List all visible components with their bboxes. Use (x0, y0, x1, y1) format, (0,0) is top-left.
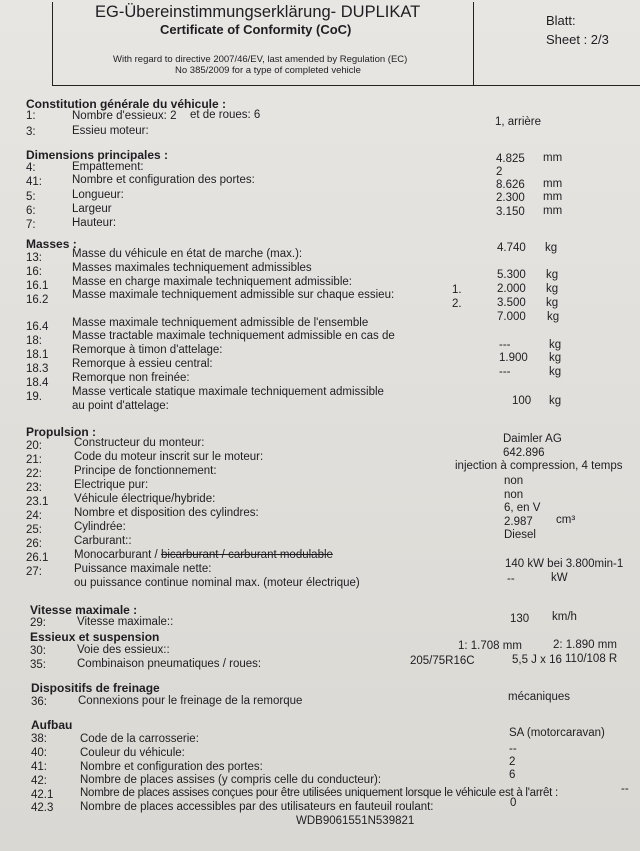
axle-number: 2. (452, 298, 462, 310)
field-label: Véhicule électrique/hybride: (74, 493, 216, 505)
field-label: Cylindrée: (74, 521, 126, 533)
field-value: 3.150 (496, 206, 525, 218)
field-label: ou puissance continue nominal max. (moteur électrique) (74, 577, 360, 589)
field-unit: km/h (552, 611, 577, 623)
field-value: 205/75R16C (410, 655, 475, 667)
field-label: Empattement: (72, 161, 144, 173)
field-label: Nombre d'essieux: 2 (72, 110, 177, 122)
field-unit: mm (543, 191, 563, 203)
field-label: Masse du véhicule en état de marche (max.): (72, 248, 303, 260)
field-number: 18.1 (26, 349, 49, 361)
sheet-label: Blatt: (546, 13, 576, 28)
field-number: 18.4 (26, 377, 49, 389)
field-number: 24: (26, 510, 42, 522)
field-value: 6 (509, 769, 516, 781)
section-propulsion: Propulsion : (26, 425, 96, 439)
field-number: 4: (26, 162, 36, 174)
field-value: -- (509, 743, 517, 755)
field-number: 7: (26, 219, 36, 231)
field-value: 3.500 (497, 297, 526, 309)
struck-label-text: bicarburant / carburant modulable (160, 549, 333, 561)
field-number: 18.3 (26, 363, 49, 375)
field-label: Connexions pour le freinage de la remorque (78, 695, 303, 707)
field-value: 5.300 (497, 269, 526, 281)
field-label: Principe de fonctionnement: (74, 465, 217, 477)
field-label: Puissance maximale nette: (74, 563, 212, 575)
field-label: Masse maximale techniquement admissible sur chaque essieu: (72, 289, 395, 301)
field-value: 1: 1.708 mm (458, 640, 522, 652)
field-number: 41: (31, 761, 47, 773)
field-number: 22: (26, 468, 42, 480)
field-number: 23: (26, 482, 42, 494)
field-label: et de roues: 6 (190, 109, 261, 121)
field-number: 20: (26, 440, 42, 452)
field-value: 0 (510, 797, 517, 809)
field-unit: mm (543, 205, 563, 217)
field-value: -- (621, 783, 629, 795)
field-value: --- (499, 366, 511, 378)
field-number: 29: (30, 617, 46, 629)
field-label-text: Monocarburant / (74, 549, 158, 561)
field-label: Vitesse maximale:: (77, 616, 174, 628)
field-label: Couleur du véhicule: (80, 747, 185, 759)
field-number: 16.1 (26, 280, 49, 292)
field-number: 18: (26, 335, 42, 347)
field-label: au point d'attelage: (72, 400, 169, 412)
axle-number: 1. (452, 284, 462, 296)
section-essieux: Essieux et suspension (30, 630, 160, 644)
field-unit: kg (547, 311, 560, 323)
field-unit: kg (546, 297, 559, 309)
field-number: 16: (26, 266, 42, 278)
field-label: Hauteur: (72, 217, 117, 229)
field-value: 1.900 (499, 352, 528, 364)
field-label: Voie des essieux:: (77, 644, 170, 656)
directive-line-2: No 385/2009 for a type of completed vehicle (175, 65, 361, 76)
field-label: Masse tractable maximale techniquement admissible en cas de (72, 330, 395, 342)
field-number: 21: (26, 454, 42, 466)
field-number: 42.3 (31, 802, 54, 814)
sheet-number: Sheet : 2/3 (546, 32, 609, 47)
field-unit: kg (549, 352, 562, 364)
field-unit: kg (545, 242, 558, 254)
field-label: Nombre de places assises conçues pour être utilisées uniquement lorsque le véhicule est à l'arrêt : (80, 787, 558, 799)
field-value: -- (507, 573, 515, 585)
field-unit: kg (549, 395, 562, 407)
field-label: Electrique pur: (74, 479, 149, 491)
field-value: 2.000 (497, 283, 526, 295)
document-title: EG-Übereinstimmungserklärung- DUPLIKAT (95, 3, 421, 21)
field-label: Remorque à essieu central: (72, 358, 213, 370)
field-value: injection à compression, 4 temps (455, 460, 623, 472)
field-label: Code du moteur inscrit sur le moteur: (74, 451, 264, 463)
field-label: Masse maximale techniquement admissible de l'ensemble (72, 317, 369, 329)
field-number: 30: (30, 645, 46, 657)
field-value: 2: 1.890 mm (553, 639, 617, 651)
field-number: 26: (26, 538, 42, 550)
field-value: 100 (512, 395, 532, 407)
field-number: 16.2 (26, 294, 49, 306)
field-number: 36: (31, 696, 47, 708)
field-value: 140 kW bei 3.800min-1 (505, 558, 624, 570)
field-number: 41: (26, 176, 42, 188)
field-label: Constructeur du monteur: (74, 437, 205, 449)
document-subtitle: Certificate of Conformity (CoC) (160, 22, 352, 37)
field-value: SA (motorcaravan) (509, 727, 605, 739)
field-label: Longueur: (72, 189, 124, 201)
field-number: 35: (30, 659, 46, 671)
section-dimensions: Dimensions principales : (26, 148, 169, 162)
field-number: 42: (31, 775, 47, 787)
field-label: Remorque non freinée: (72, 372, 190, 384)
field-label: Largeur (72, 203, 112, 215)
field-value: 642.896 (503, 447, 545, 459)
field-value: non (504, 489, 524, 501)
field-number: 5: (26, 191, 36, 203)
field-value: Diesel (504, 529, 536, 541)
field-value: 130 (510, 613, 530, 625)
field-label: Nombre et configuration des portes: (80, 761, 263, 773)
field-unit: mm (543, 152, 563, 164)
field-label: Masses maximales techniquement admissibles (72, 262, 312, 274)
field-number: 27: (26, 566, 42, 578)
field-number: 16.4 (26, 321, 49, 333)
field-value: 4.825 (496, 153, 525, 165)
field-value: 4.740 (497, 242, 526, 254)
section-vitesse: Vitesse maximale : (30, 603, 138, 617)
field-label: Nombre et configuration des portes: (72, 174, 255, 186)
field-label (74, 550, 333, 562)
field-label: Remorque à timon d'attelage: (72, 344, 223, 356)
field-label: Masse verticale statique maximale techniquement admissible (72, 386, 384, 398)
field-label: Carburant:: (74, 535, 132, 547)
field-number: 13: (26, 252, 42, 264)
field-number: 3: (26, 126, 36, 138)
field-label: Nombre de places accessibles par des utilisateurs en fauteuil roulant: (80, 801, 434, 813)
section-masses: Masses : (26, 237, 77, 251)
field-unit: kg (546, 269, 559, 281)
field-value: 6, en V (504, 502, 541, 514)
field-number: 23.1 (26, 496, 49, 508)
field-value: 1, arrière (495, 116, 542, 128)
field-unit: kg (549, 339, 562, 351)
field-number: 25: (26, 524, 42, 536)
vin-number: WDB9061551N539821 (296, 815, 415, 827)
field-label: Nombre de places assises (y compris celle du conducteur): (80, 774, 382, 786)
field-unit: kW (551, 572, 568, 584)
field-value: 2 (496, 166, 503, 178)
field-number: 26.1 (26, 552, 49, 564)
field-unit: kg (549, 366, 562, 378)
field-number: 19. (26, 391, 42, 403)
field-unit: kg (546, 283, 559, 295)
field-label: Masse en charge maximale techniquement admissible: (72, 276, 352, 288)
field-unit: cm³ (556, 514, 576, 526)
field-value: 5,5 J x 16 (512, 654, 562, 666)
section-constitution: Constitution générale du véhicule : (26, 97, 227, 111)
field-value: 2.300 (496, 192, 525, 204)
field-value: non (504, 475, 524, 487)
field-value: --- (499, 339, 511, 351)
field-number: 40: (31, 747, 47, 759)
field-number: 1: (26, 110, 36, 122)
section-aufbau: Aufbau (31, 718, 73, 732)
field-number: 6: (26, 205, 36, 217)
field-label: Code de la carrosserie: (80, 733, 199, 745)
field-number: 38: (31, 733, 47, 745)
field-value: Daimler AG (503, 433, 562, 445)
field-unit: mm (543, 178, 563, 190)
field-value: mécaniques (508, 691, 571, 703)
directive-line-1: With regard to directive 2007/46/EV, last amended by Regulation (EC) (113, 54, 408, 65)
field-value: 8.626 (496, 179, 525, 191)
field-value: 110/108 R (565, 653, 618, 665)
field-value: 2 (509, 756, 516, 768)
field-value: 7.000 (497, 311, 526, 323)
field-label: Combinaison pneumatiques / roues: (77, 658, 262, 670)
field-label: Essieu moteur: (72, 125, 149, 137)
section-freinage: Dispositifs de freinage (31, 681, 160, 695)
field-number: 42.1 (31, 789, 54, 801)
field-label: Nombre et disposition des cylindres: (74, 507, 259, 519)
field-value: 2.987 (504, 516, 533, 528)
